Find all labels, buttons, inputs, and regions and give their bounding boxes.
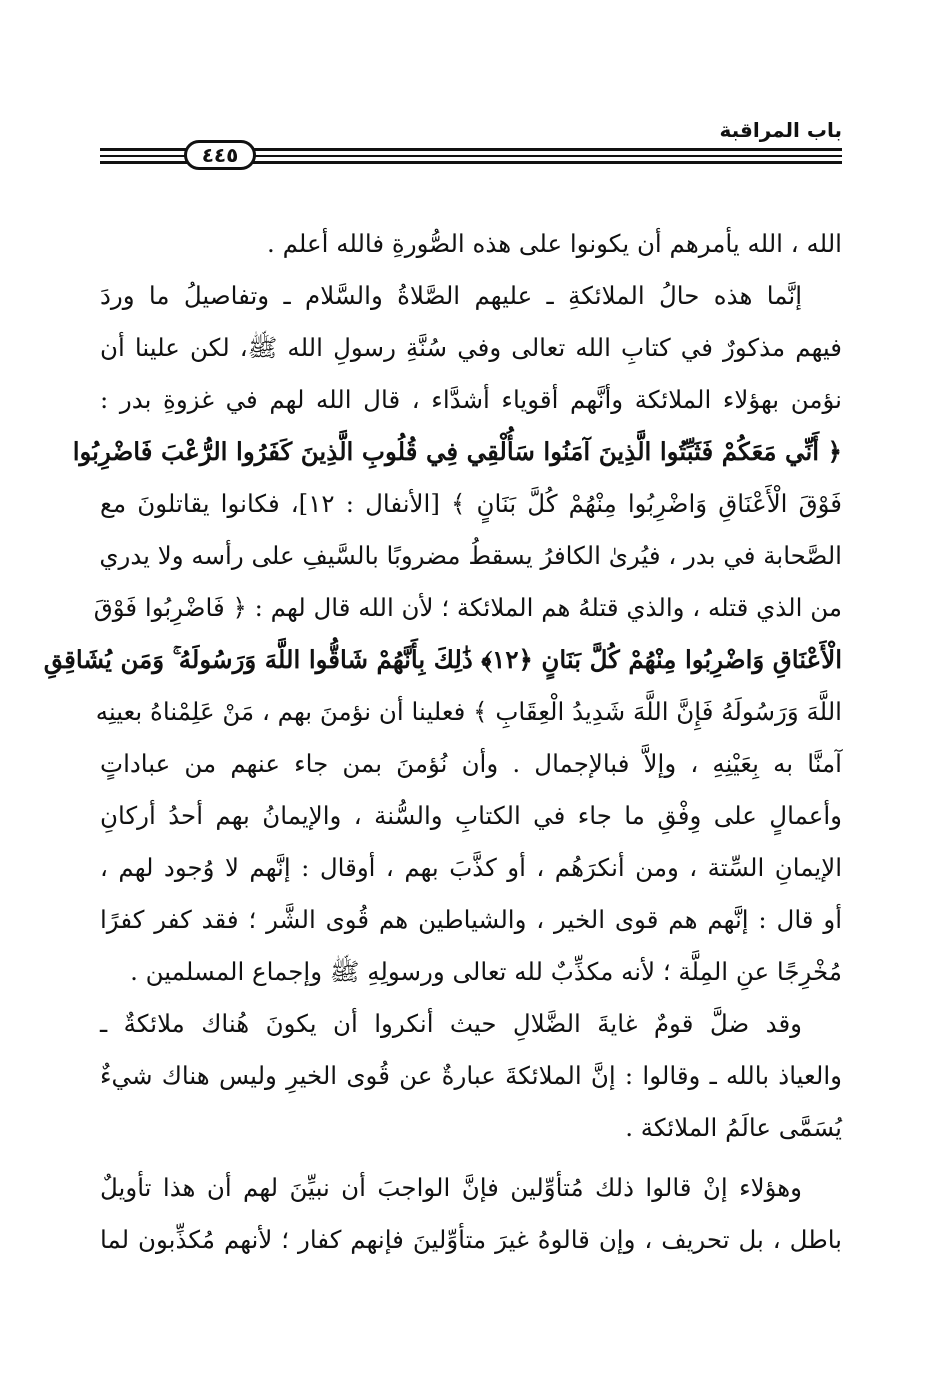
text-line: الإيمانِ السِّتة ، ومن أنكرَهُم ، أو كذَّبَ بهم ، أوقال : إنَّهم لا وُجود لهم ، [100, 853, 842, 882]
text-line: اللَّهَ وَرَسُولَهُ فَإِنَّ اللَّهَ شَدِيدُ الْعِقَابِ ﴾ فعلينا أن نؤمنَ بهم ، مَنْ عَلِمْناهُ بعينِه [95, 697, 842, 726]
body-text [43, 218, 842, 1266]
text-line: مُخْرِجًا عنِ المِلَّة ؛ لأنه مكذِّبٌ لله تعالى ورسولِهِ ﷺ وإجماع المسلمين . [130, 957, 842, 986]
text-line: يُسَمَّى عالَمُ الملائكة . [625, 1113, 842, 1142]
chapter-title: باب المراقبة [719, 118, 842, 142]
quran-verse-line: الْأَعْنَاقِ وَاضْرِبُوا مِنْهُمْ كُلَّ بَنَانٍ ﴿١٢﴾ ذَٰلِكَ بِأَنَّهُمْ شَاقُّوا اللَّهَ وَرَسُولَهُ ۚ وَمَن يُشَاقِقِ [43, 645, 842, 674]
text-line: والعياذ بالله ـ وقالوا : إنَّ الملائكةَ عبارةٌ عن قُوى الخيرِ وليس هناك شيءٌ [100, 1061, 842, 1090]
text-line: فيهم مذكورٌ في كتابِ الله تعالى وفي سُنَّةِ رسولِ الله ﷺ، لكن علينا أن [100, 333, 842, 362]
text-line: الصَّحابة في بدر ، فيُرىٰ الكافرُ يسقطُ مضروبًا بالسَّيفِ على رأسه ولا يدري [99, 541, 842, 570]
text-line: فَوْقَ الْأَعْنَاقِ وَاضْرِبُوا مِنْهُمْ كُلَّ بَنَانٍ ﴾ [الأنفال : ١٢]، فكانوا يقاتلونَ مع [100, 489, 842, 518]
paragraph-gap [100, 1154, 842, 1162]
text-line: من الذي قتله ، والذي قتلهُ هم الملائكة ؛ لأن الله قال لهم : ﴿ فَاضْرِبُوا فَوْقَ [93, 593, 842, 622]
text-line: وأعمالٍ على وِفْقِ ما جاء في الكتابِ والسُّنة ، والإيمانُ بهم أحدُ أركانِ [100, 801, 842, 830]
quran-verse-line: ﴿ أَنِّي مَعَكُمْ فَثَبِّتُوا الَّذِينَ آمَنُوا سَأُلْقِي فِي قُلُوبِ الَّذِينَ كَفَرُوا الرُّعْبَ فَاضْرِبُوا [72, 437, 842, 466]
text-line: وقد ضلَّ قومٌ غايةَ الضَّلالِ حيث أنكروا أن يكونَ هُناك ملائكةٌ ـ [100, 1009, 802, 1038]
text-line: باطل ، بل تحريف ، وإن قالوهُ غيرَ متأوِّلينَ فإنهم كفار ؛ لأنهم مُكذِّبون لما [100, 1225, 842, 1254]
page-number: ٤٤٥ [184, 140, 256, 170]
text-line: نؤمن بهؤلاء الملائكة وأنَّهم أقوياء أشدَّاء ، قال الله لهم في غزوةِ بدر : [100, 385, 842, 414]
text-line: آمنَّا به بِعَيْنِهِ ، وإلاَّ فبالإجمال . وأن نُؤمنَ بمن جاء عنهم من عباداتٍ [100, 749, 842, 778]
text-line: وهؤلاء إنْ قالوا ذلك مُتأوِّلين فإنَّ الواجبَ أن نبيِّنَ لهم أن هذا تأويلٌ [100, 1173, 802, 1202]
text-line: أو قال : إنَّهم هم قوى الخير ، والشياطين هم قُوى الشَّر ؛ فقد كفر كفرًا [100, 905, 842, 934]
text-line: إنَّما هذه حالُ الملائكةِ ـ عليهم الصَّلاةُ والسَّلام ـ وتفاصيلُ ما وردَ [100, 281, 802, 310]
text-line: الله ، الله يأمرهم أن يكونوا على هذه الصُّورةِ فالله أعلم . [267, 229, 842, 258]
